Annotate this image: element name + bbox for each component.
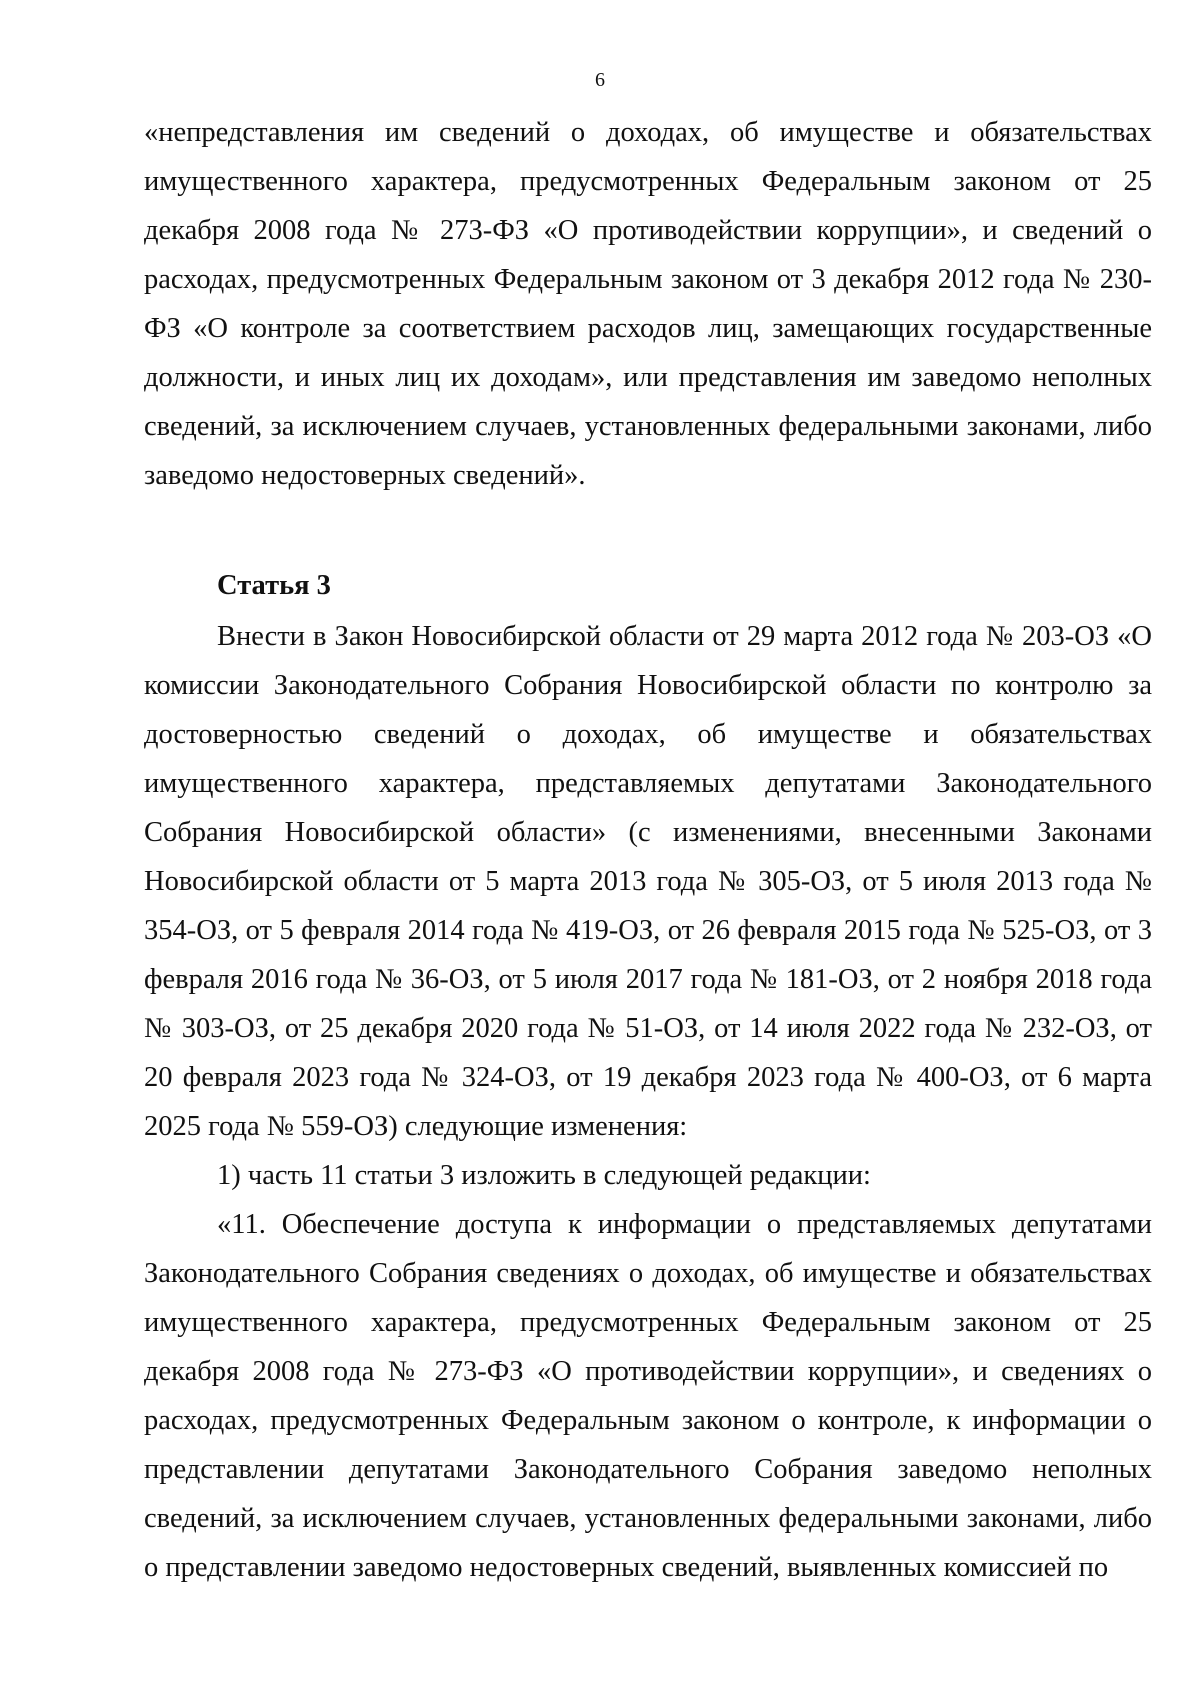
article-heading: Статья 3: [217, 570, 331, 601]
item-1-paragraph: 1) часть 11 статьи 3 изложить в следующей редакции:: [217, 1160, 871, 1191]
article-intro-paragraph: Внести в Закон Новосибирской области от 29 марта 2012 года № 203-ОЗ «О комиссии Законодательного Собрания Новосибирской области по контролю за достоверностью сведений о доходах, об имуществе и обязательствах имущественного характера, представляемых депутатами Законодательного Собрания Новосибирской области» (с изменениями, внесенными Законами Новосибирской области от 5 марта 2013 года № 305-ОЗ, от 5 июля 2013 года № 354-ОЗ, от 5 февраля 2014 года № 419-ОЗ, от 26 февраля 2015 года № 525-ОЗ, от 3 февраля 2016 года № 36-ОЗ, от 5 июля 2017 года № 181-ОЗ, от 2 ноября 2018 года № 303-ОЗ, от 25 декабря 2020 года № 51-ОЗ, от 14 июля 2022 года № 232-ОЗ, от 20 февраля 2023 года № 324-ОЗ, от 19 декабря 2023 года № 400-ОЗ, от 6 марта 2025 года № 559-ОЗ) следующие изменения:: [144, 621, 1152, 1142]
continuation-paragraph: «непредставления им сведений о доходах, об имуществе и обязательствах имущественного характера, предусмотренных Федеральным законом от 25 декабря 2008 года № 273-ФЗ «О противодействии коррупции», и сведений о расходах, предусмотренных Федеральным законом от 3 декабря 2012 года № 230-ФЗ «О контроле за соответствием расходов лиц, замещающих государственные должности, и иных лиц их доходам», или представления им заведомо неполных сведений, за исключением случаев, установленных федеральными законами, либо заведомо недостоверных сведений».: [144, 117, 1152, 491]
document-body: [144, 108, 1152, 1592]
page-number: 6: [595, 69, 605, 91]
quoted-part-11-paragraph: «11. Обеспечение доступа к информации о представляемых депутатами Законодательного Собрания сведениях о доходах, об имуществе и обязательствах имущественного характера, предусмотренных Федеральным законом от 25 декабря 2008 года № 273-ФЗ «О противодействии коррупции», и сведениях о расходах, предусмотренных Федеральным законом о контроле, к информации о представлении депутатами Законодательного Собрания заведомо неполных сведений, за исключением случаев, установленных федеральными законами, либо о представлении заведомо недостоверных сведений, выявленных комиссией по: [144, 1209, 1152, 1583]
